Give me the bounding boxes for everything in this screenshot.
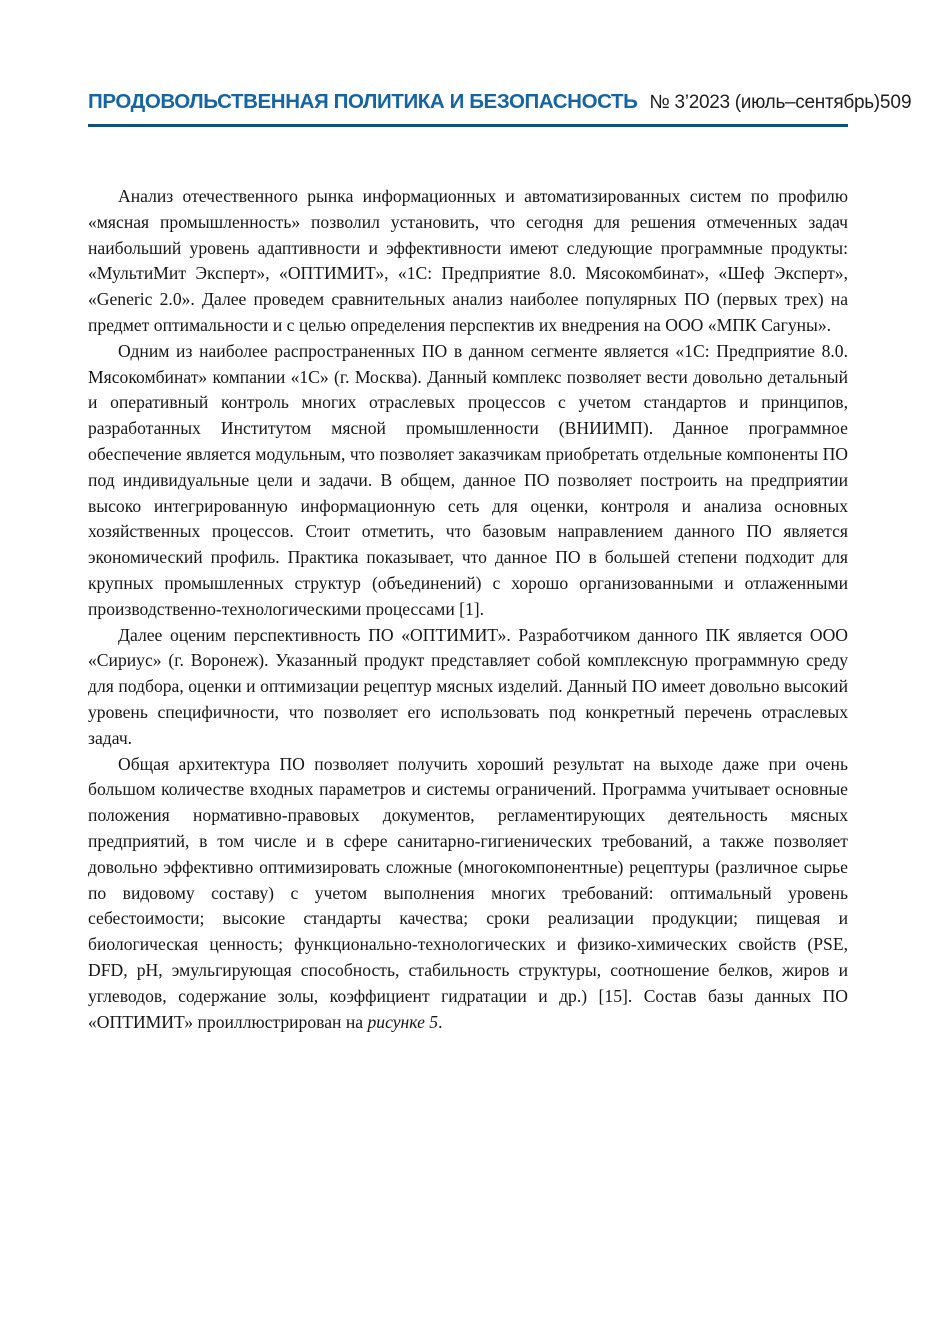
paragraph-analysis-market: Анализ отечественного рынка информационных и автоматизированных систем по профилю «мясная промышленность» позволил установить, что сегодня для решения отмеченных задач наибольший уровень адаптивности и эффективности имеют следующие программные продукты: «МультиМит Эксперт», «ОПТИМИТ», «1С: Предприятие 8.0. Мясокомбинат», «Шеф Эксперт», «Generic 2.0». Далее проведем сравнительных анализ наиболее популярных ПО (первых трех) на предмет оптимальности и с целью определения перспектив их внедрения на ООО «МПК Сагуны». bbox=[88, 186, 848, 335]
paragraph-1c-myasokombinat: Одним из наиболее распространенных ПО в данном сегменте является «1С: Предприятие 8.0. Мясокомбинат» компании «1С» (г. Москва). Данный комплекс позволяет вести довольно детальный и оперативный контроль многих отраслевых процессов с учетом стандартов и принципов, разработанных Институтом мясной промышленности (ВНИИМП). Данное программное обеспечение является модульным, что позволяет заказчикам приобретать отдельные компоненты ПО под индивидуальные цели и задачи. В общем, данное ПО позволяет построить на предприятии высоко интегрированную информационную сеть для оценки, контроля и анализа основных хозяйственных процессов. Стоит отметить, что базовым направлением данного ПО является экономический профиль. Практика показывает, что данное ПО в большей степени подходит для крупных промышленных структур (объединений) с хорошо организованными и отлаженными производственно-технологическими процессами [1]. bbox=[88, 340, 848, 619]
header-row bbox=[88, 90, 912, 114]
page-number: 509 bbox=[879, 92, 912, 113]
paragraph-architecture-tail: . bbox=[438, 1011, 443, 1032]
article-body bbox=[88, 184, 848, 1035]
paragraph-architecture bbox=[88, 752, 848, 1036]
header-rule bbox=[88, 124, 848, 127]
page-header bbox=[88, 90, 912, 127]
journal-title: ПРОДОВОЛЬСТВЕННАЯ ПОЛИТИКА И БЕЗОПАСНОСТЬ bbox=[88, 90, 638, 113]
figure-reference: рисунке 5 bbox=[367, 1011, 439, 1032]
issue-info: № 3’2023 (июль–сентябрь) bbox=[649, 92, 880, 113]
paragraph-optimit-intro: Далее оценим перспективность ПО «ОПТИМИТ». Разработчиком данного ПК является ООО «Сириус» (г. Воронеж). Указанный продукт представляет собой комплексную программную среду для подбора, оценки и оптимизации рецептур мясных изделий. Данный ПО имеет довольно высокий уровень специфичности, что позволяет его использовать под конкретный перечень отраслевых задач. bbox=[88, 624, 848, 748]
paragraph-architecture-text: Общая архитектура ПО позволяет получить хороший результат на выходе даже при очень большом количестве входных параметров и системы ограничений. Программа учитывает основные положения нормативно-правовых документов, регламентирующих деятельность мясных предприятий, в том числе и в сфере санитарно-гигиенических требований, а также позволяет довольно эффективно оптимизировать сложные (многокомпонентные) рецептуры (различное сырье по видовому составу) с учетом выполнения многих требований: оптимальный уровень себестоимости; высокие стандарты качества; сроки реализации продукции; пищевая и биологическая ценность; функционально-технологических и физико-химических свойств (PSE, DFD, pH, эмульгирующая способность, стабильность структуры, соотношение белков, жиров и углеводов, содержание золы, коэффициент гидратации и др.) [15]. Состав базы данных ПО «ОПТИМИТ» проиллюстрирован на bbox=[88, 753, 848, 1032]
